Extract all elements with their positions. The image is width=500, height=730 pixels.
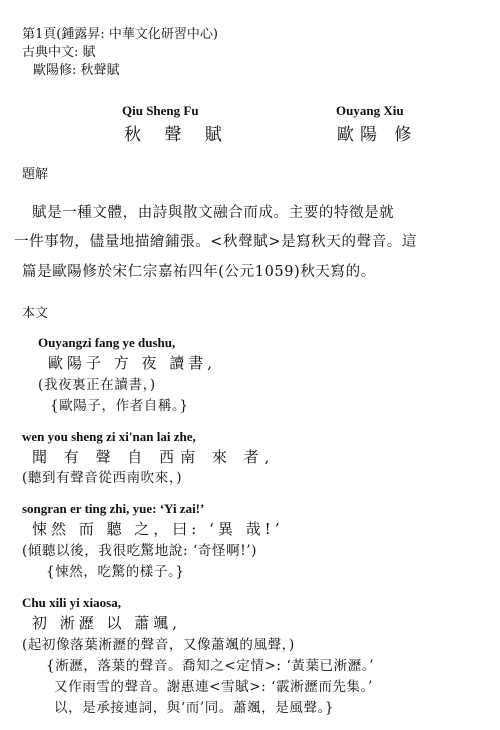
author-pinyin: Ouyang Xiu (336, 103, 404, 118)
title-pinyin: Qiu Sheng Fu (122, 103, 199, 118)
author-chinese: 歐陽 修 (337, 125, 418, 145)
header-title-line: 歐陽修: 秋聲賦 (33, 63, 120, 78)
stanza-translation: (聽到有聲音從西南吹來，) (22, 470, 183, 486)
intro-heading: 題解 (22, 167, 49, 182)
stanza-pinyin: Chu xili yi xiaosa, (22, 595, 121, 610)
stanza-translation: (起初像落葉淅瀝的聲音，又像蕭颯的風聲，) (22, 637, 295, 653)
stanza-chinese: 初 淅瀝 以 蕭颯, (32, 614, 182, 632)
stanza-pinyin: Ouyangzi fang ye dushu, (38, 335, 176, 350)
stanza-pinyin: wen you sheng zi xi'nan lai zhe, (22, 429, 196, 444)
stanza-translation: (傾聽以後，我很吃驚地說: ‘奇怪啊!’) (22, 543, 257, 559)
stanza-note: {淅瀝，落葉的聲音。喬知之<定情>: ‘黃葉已淅瀝。’ (46, 658, 375, 674)
stanza-chinese: 聞 有 聲 自 西南 來 者, (32, 448, 276, 466)
stanza-note: {悚然，吃驚的樣子。} (46, 564, 185, 580)
stanza-chinese: 歐陽子 方 夜 讀書, (48, 354, 217, 372)
stanza-note: {歐陽子，作者自稱。} (50, 398, 189, 414)
stanza-pinyin: songran er ting zhi, yue: ‘Yi zai!’ (22, 501, 205, 516)
stanza-chinese: 悚然 而 聽 之，曰: ‘異 哉!’ (32, 520, 284, 538)
header-course-line: 古典中文: 賦 (22, 45, 96, 60)
text-heading: 本文 (22, 306, 49, 321)
title-chinese: 秋 聲 賦 (124, 125, 231, 145)
stanza-note: 又作雨雪的聲音。謝惠連<雪賦>: ‘霰淅瀝而先集。’ (54, 679, 373, 695)
intro-line: 篇是歐陽修於宋仁宗嘉祐四年(公元1059)秋天寫的。 (22, 264, 376, 280)
stanza-translation: (我夜裏正在讀書，) (38, 377, 156, 393)
stanza-note: 以，是承接連詞，與‘而’同。蕭颯，是風聲。} (54, 700, 335, 716)
intro-line: 一件事物，儘量地描繪鋪張。<秋聲賦>是寫秋天的聲音。這 (14, 234, 417, 250)
intro-line: 賦是一種文體，由詩與散文融合而成。主要的特徵是就 (32, 205, 395, 221)
header-source-line: 第1頁(鍾露昇: 中華文化研習中心) (22, 27, 218, 42)
